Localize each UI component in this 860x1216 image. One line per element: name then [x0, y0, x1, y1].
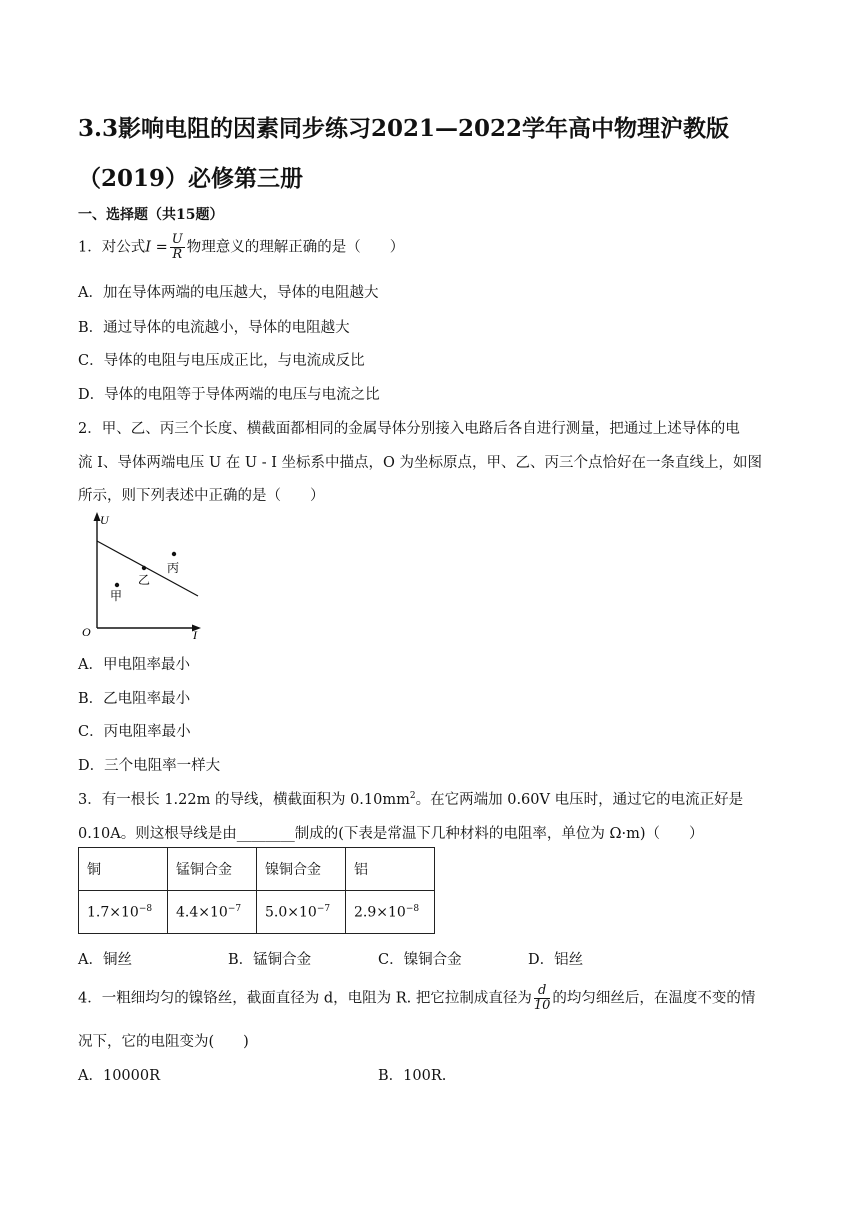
q4-frac-den: 10	[533, 998, 551, 1013]
table-value-cell	[346, 891, 435, 934]
table-header-row	[79, 848, 435, 891]
resistivity-table	[78, 847, 435, 934]
label-jia: 甲	[110, 589, 123, 603]
q1-option-c[interactable]: C．导体的电阻与电压成正比，与电流成反比	[78, 353, 365, 369]
table-value-cell	[79, 891, 168, 934]
point-bing	[172, 552, 176, 556]
value-exp: −7	[316, 903, 331, 914]
table-value-cell	[257, 891, 346, 934]
q1-formula-lhs: I =	[145, 239, 168, 256]
value-exp: −8	[138, 903, 153, 914]
q4-frac-num: d	[534, 984, 551, 999]
q4-stem-line1	[78, 984, 755, 1013]
q2-stem-line2: 流 I、导体两端电压 U 在 U - I 坐标系中描点，O 为坐标原点，甲、乙、丙三个点恰好在一条直线上，如图	[78, 455, 763, 471]
point-jia	[115, 583, 119, 587]
table-header-cell: 铜	[79, 848, 168, 891]
q1-stem	[78, 233, 404, 262]
q2-option-d[interactable]: D．三个电阻率一样大	[78, 758, 221, 774]
q1-formula-den: R	[172, 247, 183, 262]
u-i-graph	[80, 508, 210, 643]
q1-stem-pre: 1．对公式	[78, 239, 146, 256]
origin-label: O	[82, 625, 91, 639]
value-base: 5.0×10	[265, 904, 317, 921]
q2-option-b[interactable]: B．乙电阻率最小	[78, 691, 191, 707]
q3-option-a[interactable]: A．铜丝	[78, 952, 132, 968]
q4-option-b[interactable]: B．100R.	[378, 1068, 447, 1084]
axis-label-u: U	[100, 513, 109, 527]
section-heading: 一、选择题（共15题）	[78, 207, 224, 223]
q4-stem-line1-post: 的均匀细丝后，在温度不变的情	[552, 990, 756, 1007]
q3-stem-line1	[78, 788, 743, 809]
label-yi: 乙	[138, 573, 151, 587]
table-header-cell: 锰铜合金	[168, 848, 257, 891]
table-header-cell: 镍铜合金	[257, 848, 346, 891]
q1-option-a[interactable]: A．加在导体两端的电压越大，导体的电阻越大	[78, 285, 379, 301]
value-base: 2.9×10	[354, 904, 406, 921]
q1-option-b[interactable]: B．通过导体的电流越小，导体的电阻越大	[78, 320, 350, 336]
q4-option-a[interactable]: A．10000R	[78, 1068, 161, 1084]
q4-stem-line1-pre: 4．一粗细均匀的镍铬丝，截面直径为 d，电阻为 R. 把它拉制成直径为	[78, 990, 532, 1007]
q1-option-d[interactable]: D．导体的电阻等于导体两端的电压与电流之比	[78, 387, 380, 403]
q2-stem-line3: 所示，则下列表述中正确的是（ ）	[78, 488, 325, 504]
label-bing: 丙	[167, 561, 180, 575]
table-header-cell: 铝	[346, 848, 435, 891]
q3-stem-line1-pre: 3．有一根长 1.22m 的导线，横截面积为 0.10mm	[78, 792, 410, 808]
q3-stem-line2: 0.10A。则这根导线是由________制成的(下表是常温下几种材料的电阻率，单位为 Ω·m)（ ）	[78, 826, 704, 842]
q1-formula-num: U	[171, 232, 183, 247]
q4-fraction	[534, 984, 551, 1013]
q3-option-b[interactable]: B．锰铜合金	[228, 952, 312, 968]
point-yi	[142, 566, 146, 570]
q4-stem-line2: 况下，它的电阻变为( )	[78, 1034, 249, 1050]
q1-stem-post: 物理意义的理解正确的是（ ）	[186, 239, 405, 256]
q3-stem-line1-sup: 2	[409, 791, 416, 802]
trend-line	[97, 541, 198, 596]
value-base: 1.7×10	[87, 904, 139, 921]
table-value-row	[79, 891, 435, 934]
q1-formula-fraction	[170, 233, 185, 262]
axis-label-i: I	[193, 628, 197, 642]
q2-stem-line1: 2．甲、乙、丙三个长度、横截面都相同的金属导体分别接入电路后各自进行测量，把通过上述导体的电	[78, 421, 740, 437]
table-value-cell	[168, 891, 257, 934]
value-base: 4.4×10	[176, 904, 228, 921]
document-title: 3.3影响电阻的因素同步练习2021—2022学年高中物理沪教版（2019）必修第三册	[78, 115, 730, 192]
q3-option-d[interactable]: D．铝丝	[528, 952, 584, 968]
value-exp: −7	[227, 903, 242, 914]
q3-stem-line1-post: 。在它两端加 0.60V 电压时，通过它的电流正好是	[415, 792, 744, 808]
q2-option-a[interactable]: A．甲电阻率最小	[78, 657, 190, 673]
q2-option-c[interactable]: C．丙电阻率最小	[78, 724, 191, 740]
value-exp: −8	[405, 903, 420, 914]
q3-option-c[interactable]: C．镍铜合金	[378, 952, 462, 968]
